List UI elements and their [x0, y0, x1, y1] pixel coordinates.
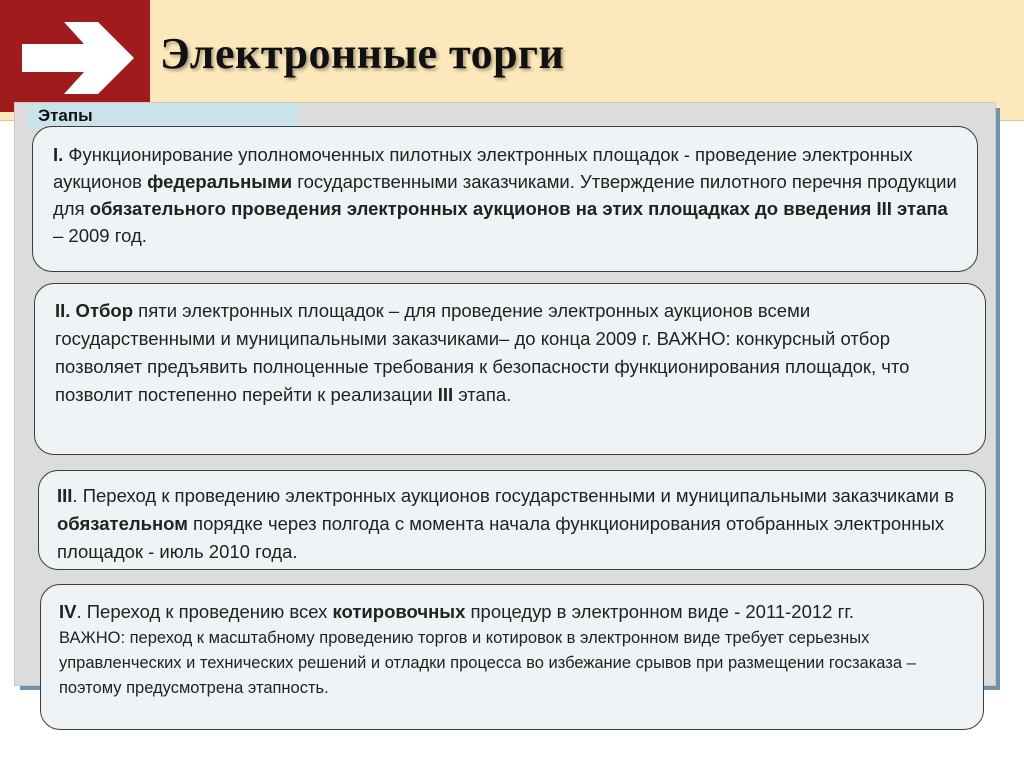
logo-box — [0, 0, 150, 112]
stage-3-bold-a: обязательном — [57, 513, 188, 534]
page-title: Электронные торги — [160, 29, 565, 78]
stage-4-card — [40, 584, 984, 730]
stage-1-card — [32, 126, 978, 272]
stage-1-bold-b: обязательного проведения электронных аукционов на этих площадках до введения III этапа — [89, 198, 948, 219]
stages-tab-label: Этапы — [28, 104, 298, 128]
stage-3-text-a: . Переход к проведению электронных аукционов государственными и муниципальными заказчиками в — [72, 485, 955, 506]
stage-4-bold-a: котировочных — [332, 601, 466, 622]
stage-1-text-a: Функционирование уполномоченных пилотных электронных площадок - проведение электронных аукционов — [53, 144, 913, 192]
stage-1-bold-a: федеральными — [147, 171, 293, 192]
stage-2-text-b: этапа. — [453, 384, 512, 405]
stage-4-number: IV — [59, 601, 77, 622]
stage-2-number: II. Отбор — [55, 300, 134, 321]
stage-2-text-a: пяти электронных площадок – для проведение электронных аукционов всеми государственными и муниципальными заказчиками– до конца 2009 г. ВАЖНО: конкурсный отбор позволяет предъявить полноценные требования к безопасности функционирования площадок, что позволит постепенно перейти к реализации — [55, 300, 910, 405]
stage-4-text-a: . Переход к проведению всех — [76, 601, 333, 622]
stage-4-text-b: процедур в электронном виде - 2011-2012 гг. — [465, 601, 854, 622]
stage-2-bold-a: III — [437, 384, 454, 405]
stage-1-number: I. — [53, 144, 64, 165]
stage-3-number: III — [57, 485, 73, 506]
stage-4-note: ВАЖНО: переход к масштабному проведению торгов и котировок в электронном виде требует серьезных управленческих и технических решений и отладки процесса во избежание срывов при размещении госзаказа – поэтому предусмотрена этапность. — [59, 629, 916, 697]
stage-1-text-c: – 2009 год. — [53, 225, 147, 246]
stage-2-card — [34, 283, 986, 455]
stage-3-text-b: порядке через полгода с момента начала функционирования отобранных электронных площадок - июль 2010 года. — [57, 513, 945, 562]
stage-3-card — [38, 470, 986, 570]
stage-1-text-b: государственными заказчиками. Утверждение пилотного перечня продукции для — [53, 171, 957, 219]
arrow-right-icon — [8, 6, 142, 106]
